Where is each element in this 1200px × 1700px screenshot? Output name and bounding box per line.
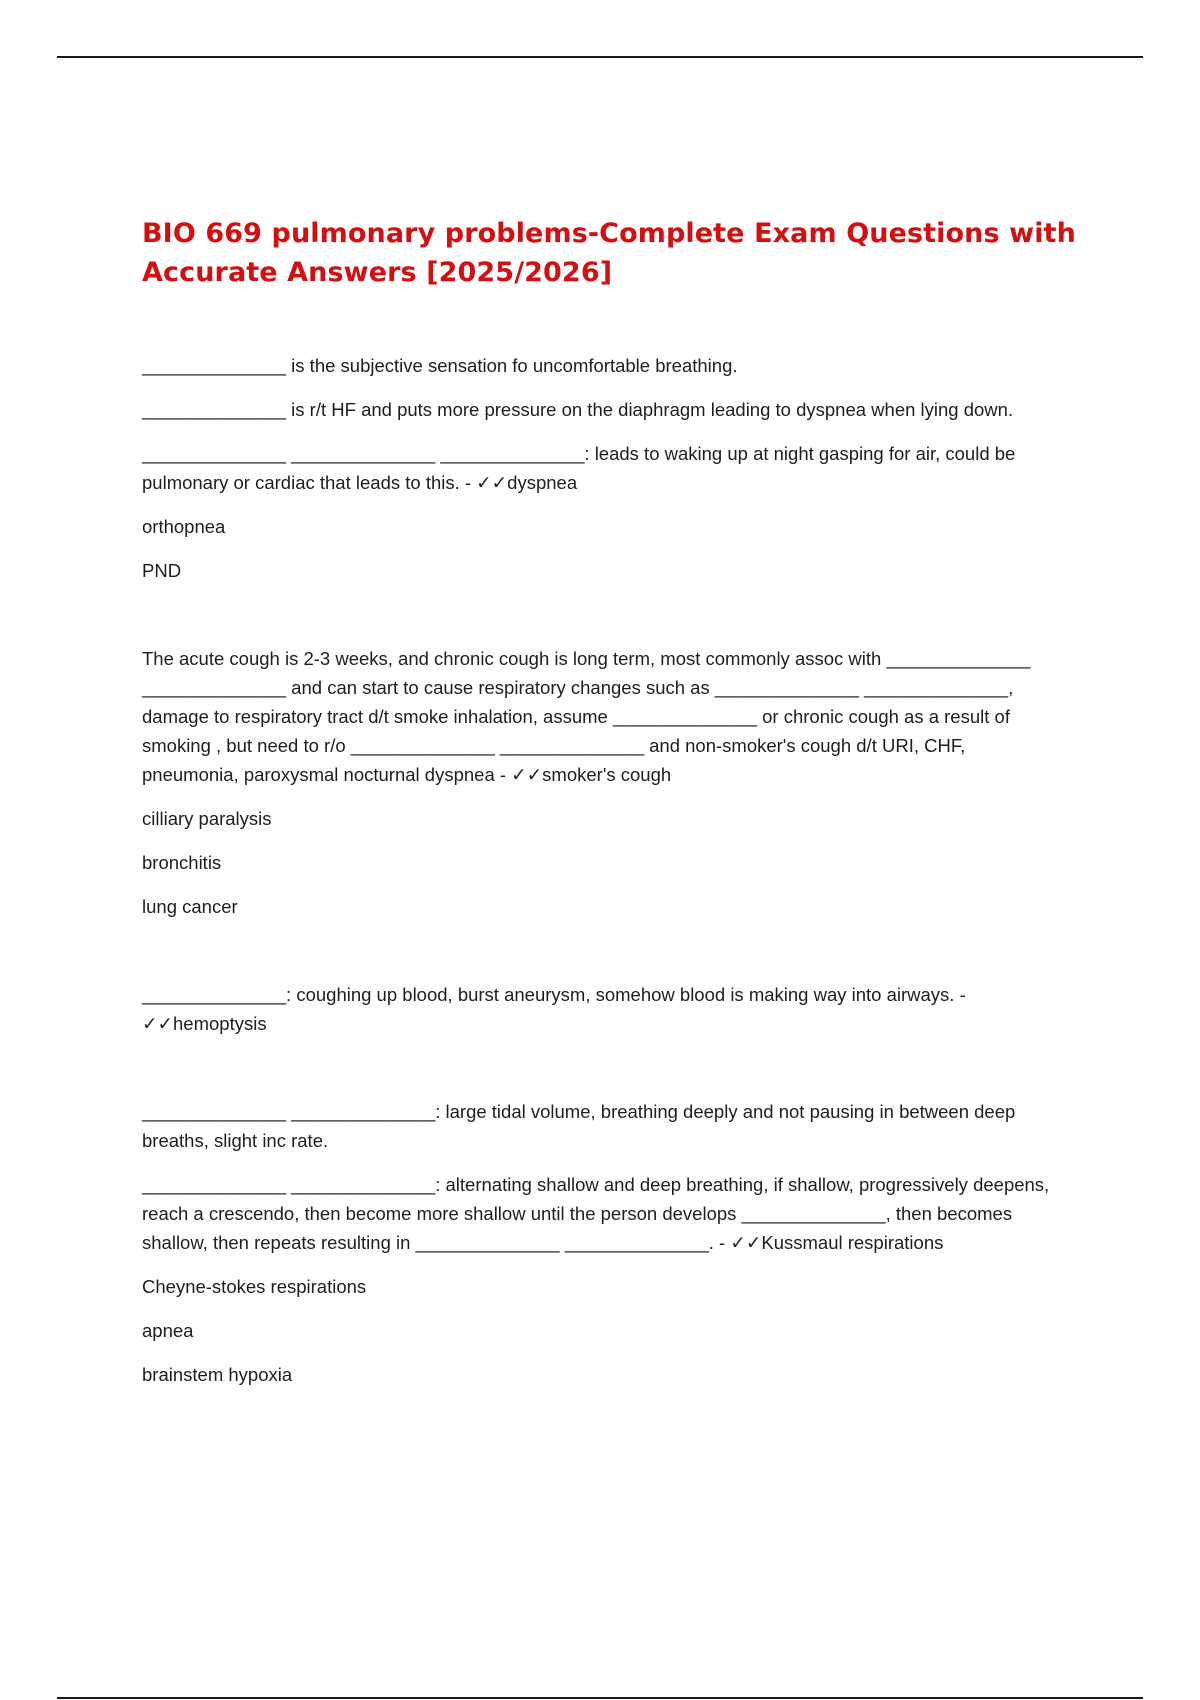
answer-text: bronchitis: [142, 852, 222, 873]
answer-text: PND: [142, 560, 182, 581]
header-rule: [57, 56, 1143, 58]
question-text: ______________ is r/t HF and puts more pressure on the diaphragm leading to dyspnea when lying down.: [142, 399, 1014, 420]
answer-text: lung cancer: [142, 896, 238, 917]
answer-text: cilliary paralysis: [142, 808, 272, 829]
footer-rule: [57, 1697, 1143, 1699]
answer-text: brainstem hypoxia: [142, 1364, 293, 1385]
document-body: [142, 351, 1062, 1389]
question-text: ______________: coughing up blood, burst aneurysm, somehow blood is making way into airways. - ✓✓hemoptysis: [142, 984, 966, 1034]
question-text: ______________ ______________: large tidal volume, breathing deeply and not pausing in between deep breaths, slight inc rate.: [142, 1101, 1016, 1151]
question-text: ______________ ______________: alternating shallow and deep breathing, if shallow, progressively deepens, reach a crescendo, then become more shallow until the person develops ______________, then becomes shallow, then repeats resulting in ______________ ______________. - ✓✓Kussmaul respirations: [142, 1174, 1050, 1253]
question-text: ______________ ______________ ______________: leads to waking up at night gasping for air, could be pulmonary or cardiac that leads to this. - ✓✓dyspnea: [142, 443, 1016, 493]
answer-text: apnea: [142, 1320, 194, 1341]
answer-text: Cheyne-stokes respirations: [142, 1276, 367, 1297]
question-text: The acute cough is 2-3 weeks, and chronic cough is long term, most commonly assoc with ______________ ______________ and can start to cause respiratory changes such as ______________ ______________, damage to respiratory tract d/t smoke inhalation, assume ______________ or chronic cough as a result of smoking , but need to r/o ______________ ______________ and non-smoker's cough d/t URI, CHF, pneumonia, paroxysmal nocturnal dyspnea - ✓✓smoker's cough: [142, 648, 1031, 785]
answer-text: orthopnea: [142, 516, 226, 537]
document-title: BIO 669 pulmonary problems-Complete Exam Questions with Accurate Answers [2025/2026]: [142, 218, 1076, 288]
question-text: ______________ is the subjective sensation fo uncomfortable breathing.: [142, 355, 738, 376]
